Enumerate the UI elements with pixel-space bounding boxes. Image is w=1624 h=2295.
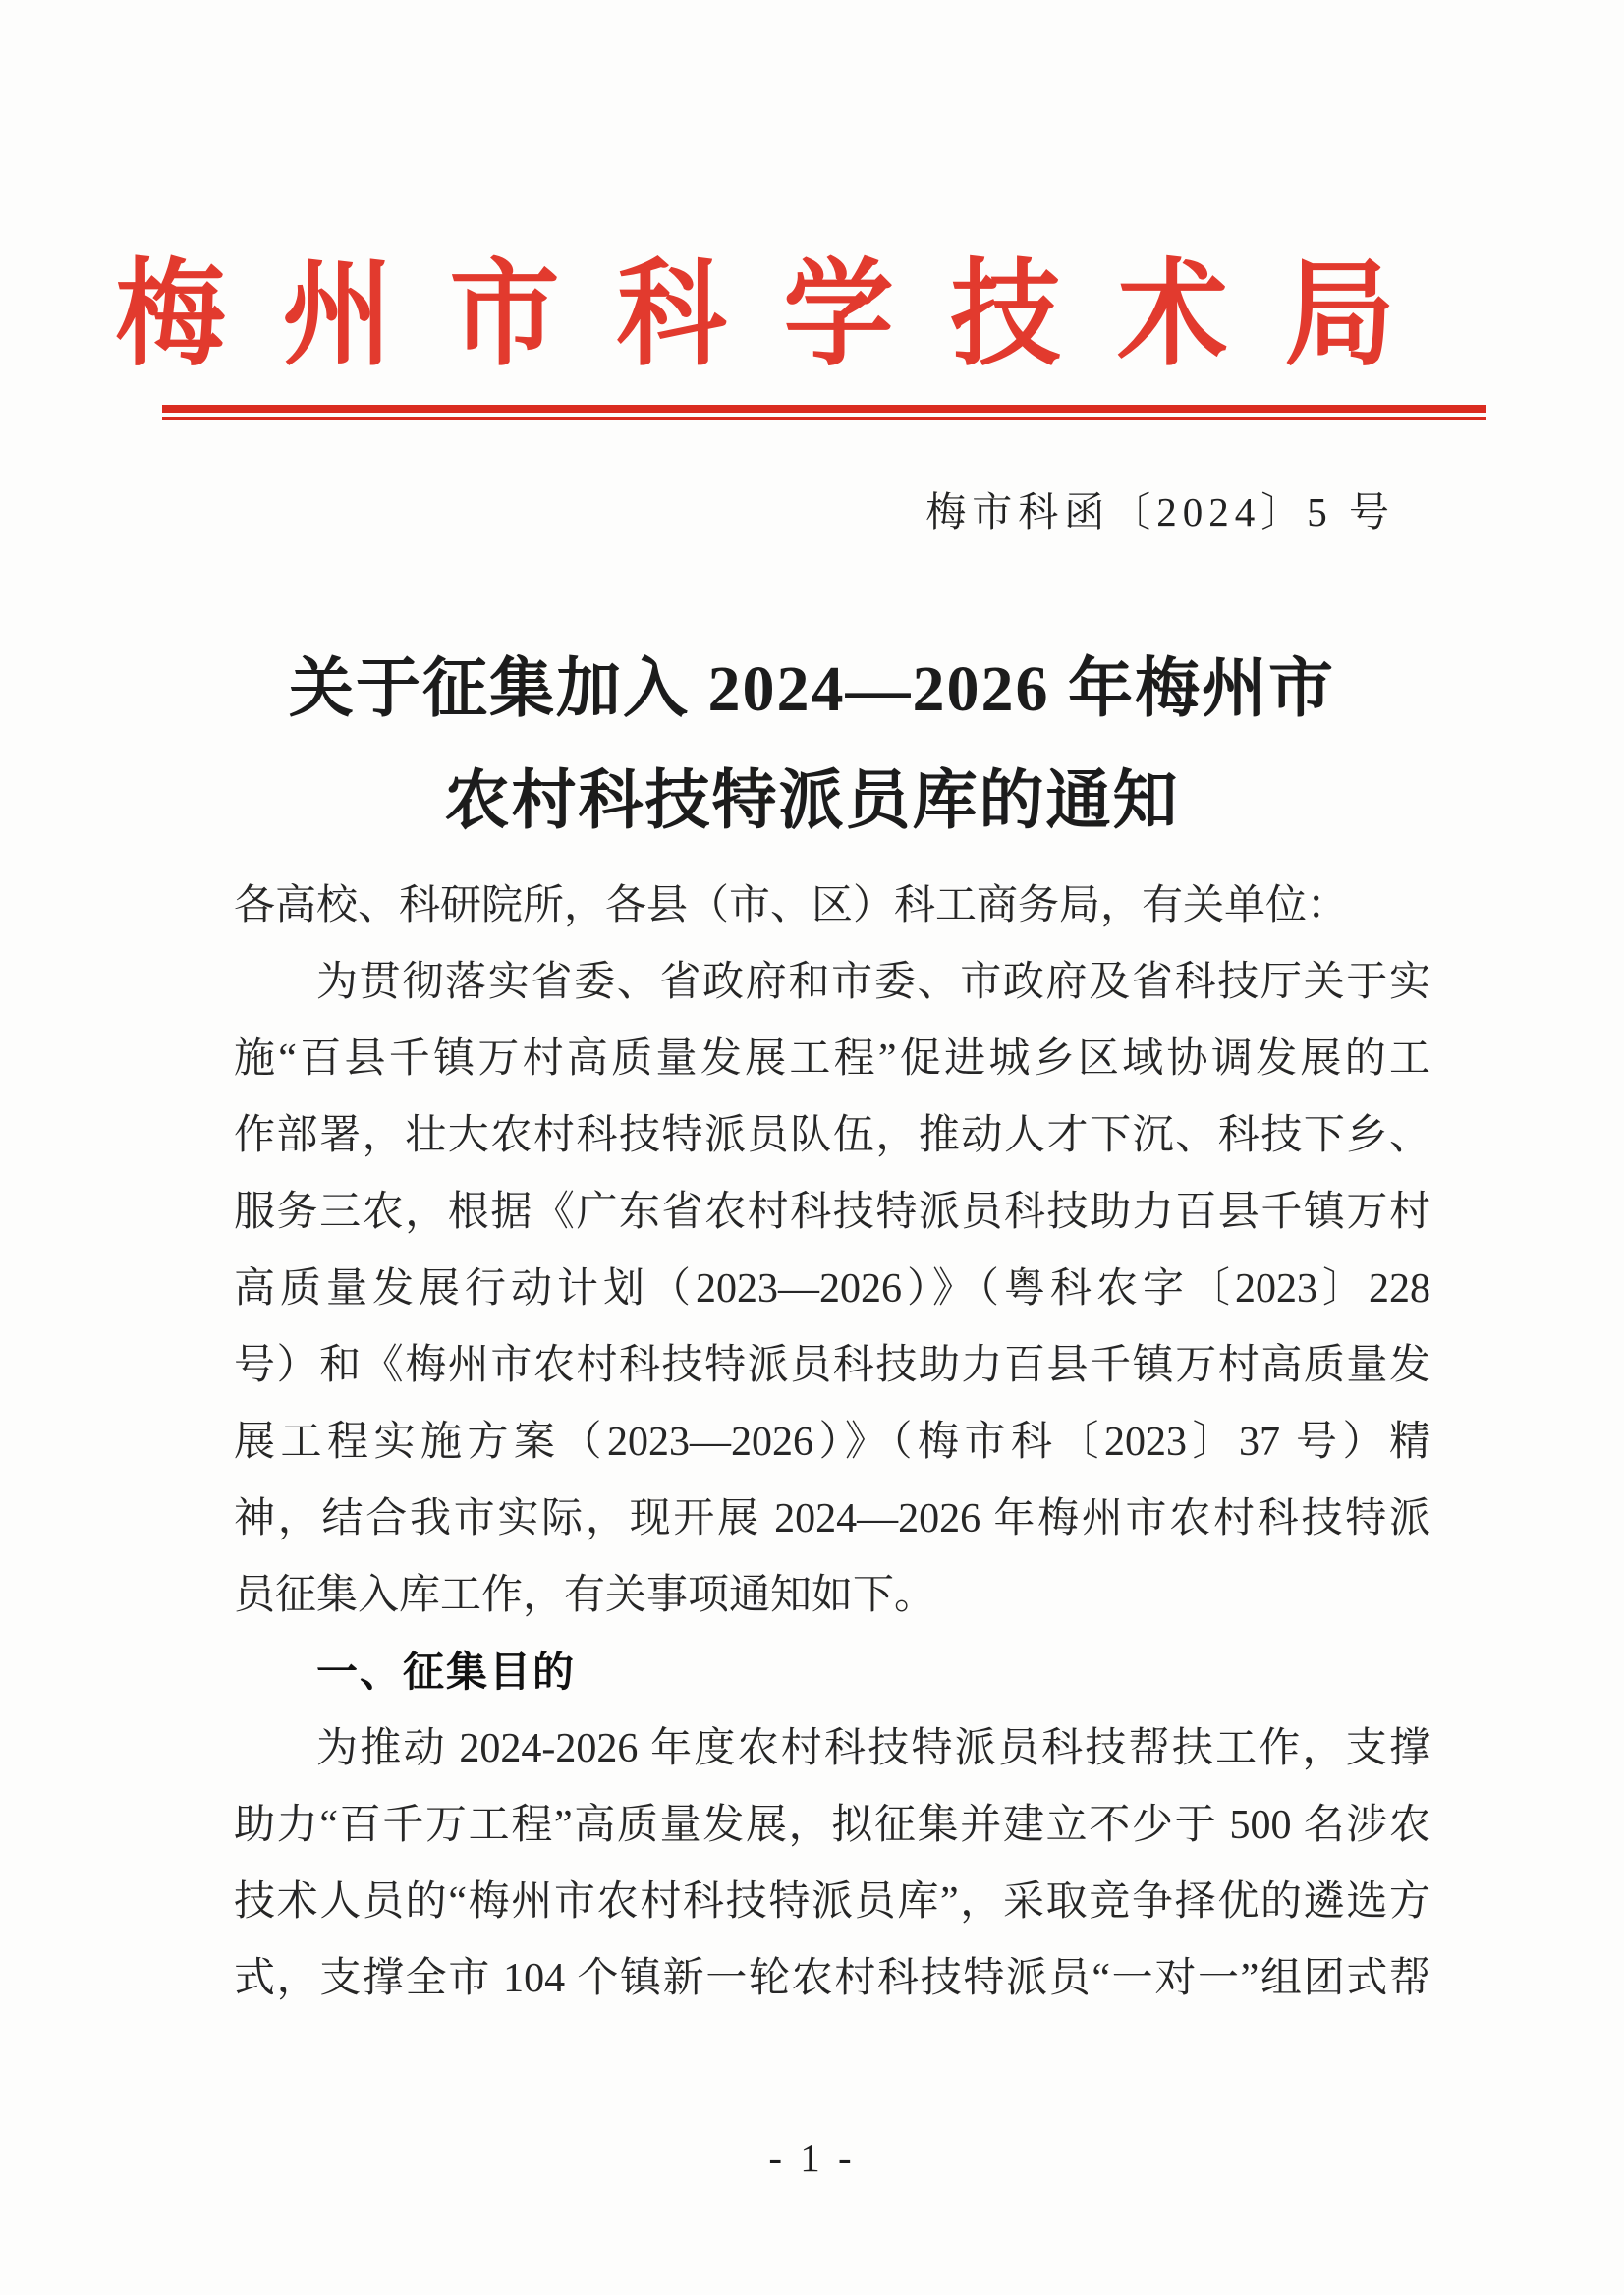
body-line: 展工程实施方案（2023—2026）》（梅市科〔2023〕37 号）精 xyxy=(234,1420,1430,1465)
body-line: 高质量发展行动计划（2023—2026）》（粤科农字〔2023〕228 xyxy=(234,1266,1430,1312)
body-line: 助力“百千万工程”高质量发展，拟征集并建立不少于 500 名涉农 xyxy=(234,1803,1430,1848)
letterhead-rule-thick xyxy=(162,405,1486,413)
notice-body xyxy=(234,868,1430,2017)
body-line: 技术人员的“梅州市农村科技特派员库”，采取竞争择优的遴选方 xyxy=(234,1879,1430,1925)
page-number: - 1 - xyxy=(768,2135,856,2180)
doc-number: 梅市科函〔2024〕5 号 xyxy=(925,489,1395,534)
body-line: 神，结合我市实际，现开展 2024—2026 年梅州市农村科技特派 xyxy=(234,1496,1430,1541)
body-line: 为推动 2024-2026 年度农村科技特派员科技帮扶工作，支撑 xyxy=(316,1726,1430,1771)
notice-title-line-2: 农村科技特派员库的通知 xyxy=(444,765,1180,837)
letterhead-rule-thin xyxy=(162,417,1486,420)
notice-title-line-1: 关于征集加入 2024—2026 年梅州市 xyxy=(289,653,1335,725)
notice-title xyxy=(0,634,1624,858)
body-line: 式，支撑全市 104 个镇新一轮农村科技特派员“一对一”组团式帮 xyxy=(234,1956,1430,2001)
body-line: 作部署，壮大农村科技特派员队伍，推动人才下沉、科技下乡、 xyxy=(234,1113,1430,1158)
letterhead-org-name: 梅州市科学技术局 xyxy=(115,252,1452,380)
body-line: 为贯彻落实省委、省政府和市委、市政府及省科技厅关于实 xyxy=(316,960,1430,1005)
body-line: 员征集入库工作，有关事项通知如下。 xyxy=(234,1573,936,1618)
section-heading: 一、征集目的 xyxy=(316,1649,577,1695)
body-line: 服务三农，根据《广东省农村科技特派员科技助力百县千镇万村 xyxy=(234,1190,1430,1235)
salutation: 各高校、科研院所，各县（市、区）科工商务局，有关单位： xyxy=(234,883,1349,928)
body-line: 号）和《梅州市农村科技特派员科技助力百县千镇万村高质量发 xyxy=(234,1343,1430,1388)
body-line: 施“百县千镇万村高质量发展工程”促进城乡区域协调发展的工 xyxy=(234,1036,1430,1082)
